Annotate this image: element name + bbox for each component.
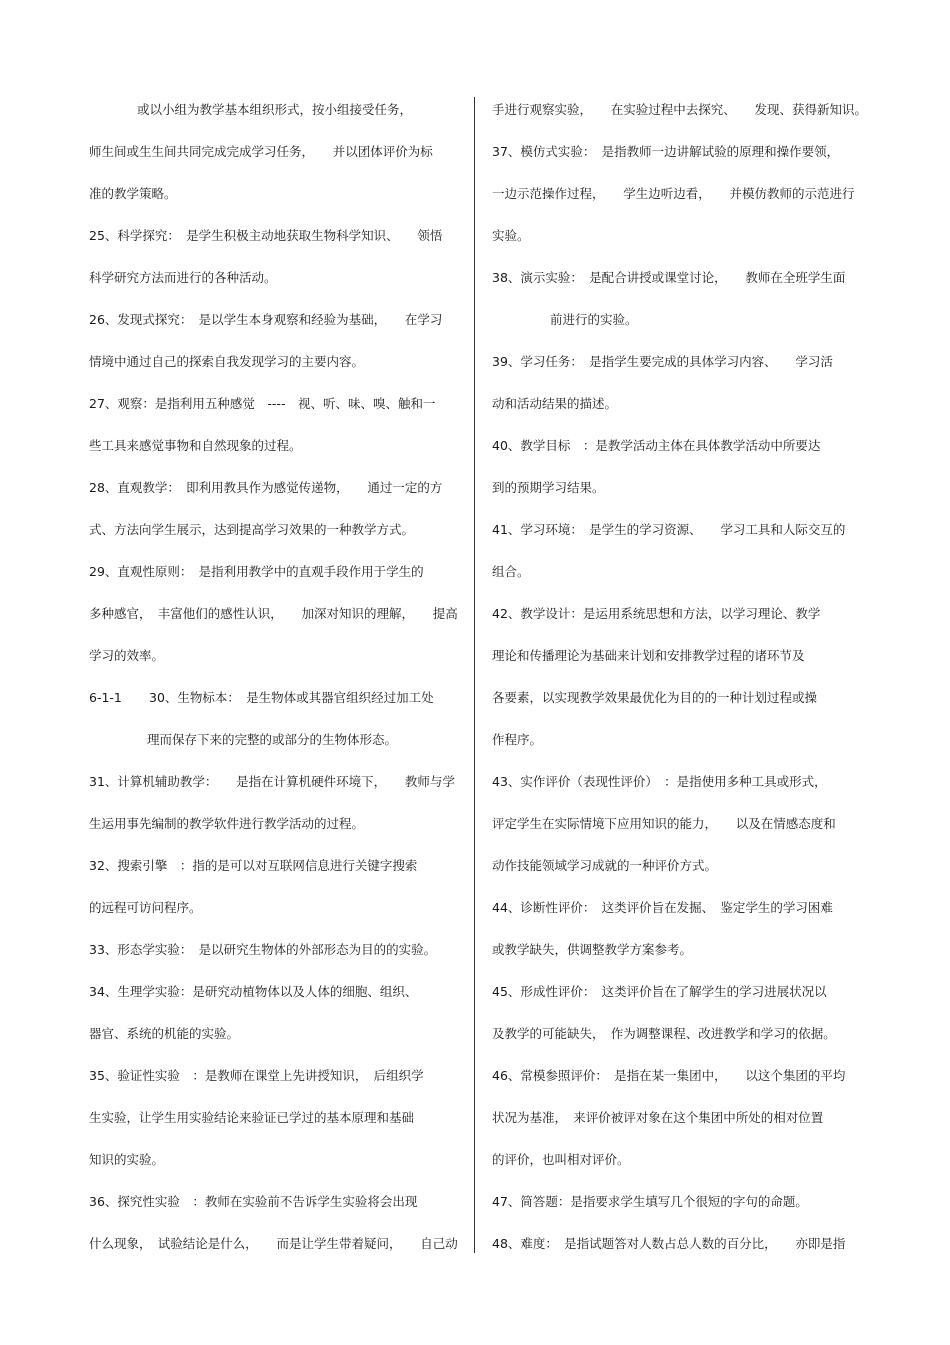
text-line: 师生间或生生间共同完成完成学习任务， 并以团体评价为标 (89, 144, 433, 159)
text-line: 器官、系统的机能的实验。 (89, 1026, 240, 1041)
text-line: 组合。 (492, 564, 530, 579)
text-line: 手进行观察实验， 在实验过程中去探究、 发现、获得新知识。 (492, 102, 868, 117)
text-line: 37、模仿式实验： 是指教师一边讲解试验的原理和操作要领， (492, 144, 840, 159)
text-line: 些工具来感觉事物和自然现象的过程。 (89, 438, 302, 453)
text-line: 的远程可访问程序。 (89, 900, 202, 915)
text-segment: 30、生物标本： 是生物体或其器官组织经过加工处 (149, 690, 434, 705)
text-line: 准的教学策略。 (89, 186, 177, 201)
text-line: 40、教学目标 ：是教学活动主体在具体教学活动中所要达 (492, 438, 821, 453)
text-line: 44、诊断性评价： 这类评价旨在发掘、 鉴定学生的学习困难 (492, 900, 833, 915)
text-line: 动作技能领域学习成就的一种评价方式。 (492, 858, 718, 873)
text-line: 34、生理学实验：是研究动植物体以及人体的细胞、组织、 (89, 984, 418, 999)
text-line: 25、科学探究： 是学生积极主动地获取生物科学知识、 领悟 (89, 228, 443, 243)
text-line: 作程序。 (492, 732, 543, 747)
left-column (89, 96, 461, 1272)
text-line (89, 684, 461, 726)
text-line: 生运用事先编制的教学软件进行教学活动的过程。 (89, 816, 365, 831)
text-line: 情境中通过自己的探索自我发现学习的主要内容。 (89, 354, 365, 369)
text-line: 29、直观性原则： 是指利用教学中的直观手段作用于学生的 (89, 564, 424, 579)
text-line: 47、简答题：是指要求学生填写几个很短的字句的命题。 (492, 1194, 808, 1209)
text-line: 43、实作评价（表现性评价） ：是指使用多种工具或形式， (492, 774, 827, 789)
page-tag: 6-1-1 (89, 690, 122, 705)
text-line: 或教学缺失，供调整教学方案参考。 (492, 942, 693, 957)
text-line: 45、形成性评价： 这类评价旨在了解学生的学习进展状况以 (492, 984, 827, 999)
text-line: 36、探究性实验 ：教师在实验前不告诉学生实验将会出现 (89, 1194, 418, 1209)
text-line: 27、观察：是指利用五种感觉 ---- 视、听、味、嗅、触和一 (89, 396, 436, 411)
text-line: 28、直观教学： 即利用教具作为感觉传递物， 通过一定的方 (89, 480, 443, 495)
text-line: 48、难度： 是指试题答对人数占总人数的百分比， 亦即是指 (492, 1236, 846, 1251)
text-line: 32、搜索引擎 ：指的是可以对互联网信息进行关键字搜索 (89, 858, 418, 873)
text-line: 或以小组为教学基本组织形式，按小组接受任务， (137, 102, 413, 117)
text-line: 各要素，以实现教学效果最优化为目的的一种计划过程或操 (492, 690, 818, 705)
right-column (492, 96, 868, 1272)
text-line: 的评价，也叫相对评价。 (492, 1152, 630, 1167)
text-line: 26、发现式探究： 是以学生本身观察和经验为基础， 在学习 (89, 312, 443, 327)
text-line: 33、形态学实验： 是以研究生物体的外部形态为目的的实验。 (89, 942, 437, 957)
text-line: 前进行的实验。 (550, 312, 638, 327)
text-line: 式、方法向学生展示，达到提高学习效果的一种教学方式。 (89, 522, 415, 537)
text-line: 46、常模参照评价： 是指在某一集团中， 以这个集团的平均 (492, 1068, 846, 1083)
text-line: 及教学的可能缺失， 作为调整课程、改进教学和学习的依据。 (492, 1026, 836, 1041)
text-line: 学习的效率。 (89, 648, 165, 663)
text-line: 生实验，让学生用实验结论来验证已学过的基本原理和基础 (89, 1110, 415, 1125)
text-line: 38、演示实验： 是配合讲授或课堂讨论， 教师在全班学生面 (492, 270, 846, 285)
text-line: 39、学习任务： 是指学生要完成的具体学习内容、 学习活 (492, 354, 833, 369)
text-line: 35、验证性实验 ：是教师在课堂上先讲授知识， 后组织学 (89, 1068, 424, 1083)
text-line: 理而保存下来的完整的或部分的生物体形态。 (147, 732, 398, 747)
text-line: 41、学习环境： 是学生的学习资源、 学习工具和人际交互的 (492, 522, 846, 537)
text-line: 42、教学设计：是运用系统思想和方法，以学习理论、教学 (492, 606, 821, 621)
text-line: 31、计算机辅助教学： 是指在计算机硬件环境下， 教师与学 (89, 774, 455, 789)
text-line: 多种感官， 丰富他们的感性认识， 加深对知识的理解， 提高 (89, 606, 458, 621)
column-divider (474, 97, 475, 1253)
text-line: 理论和传播理论为基础来计划和安排教学过程的诸环节及 (492, 648, 805, 663)
text-line: 动和活动结果的描述。 (492, 396, 618, 411)
text-line: 实验。 (492, 228, 530, 243)
text-line: 到的预期学习结果。 (492, 480, 605, 495)
text-line: 知识的实验。 (89, 1152, 165, 1167)
text-line: 什么现象， 试验结论是什么， 而是让学生带着疑问， 自己动 (89, 1236, 458, 1251)
text-line: 一边示范操作过程， 学生边听边看， 并模仿教师的示范进行 (492, 186, 855, 201)
text-line: 科学研究方法而进行的各种活动。 (89, 270, 277, 285)
text-line: 评定学生在实际情境下应用知识的能力， 以及在情感态度和 (492, 816, 836, 831)
text-line: 状况为基准， 来评价被评对象在这个集团中所处的相对位置 (492, 1110, 824, 1125)
